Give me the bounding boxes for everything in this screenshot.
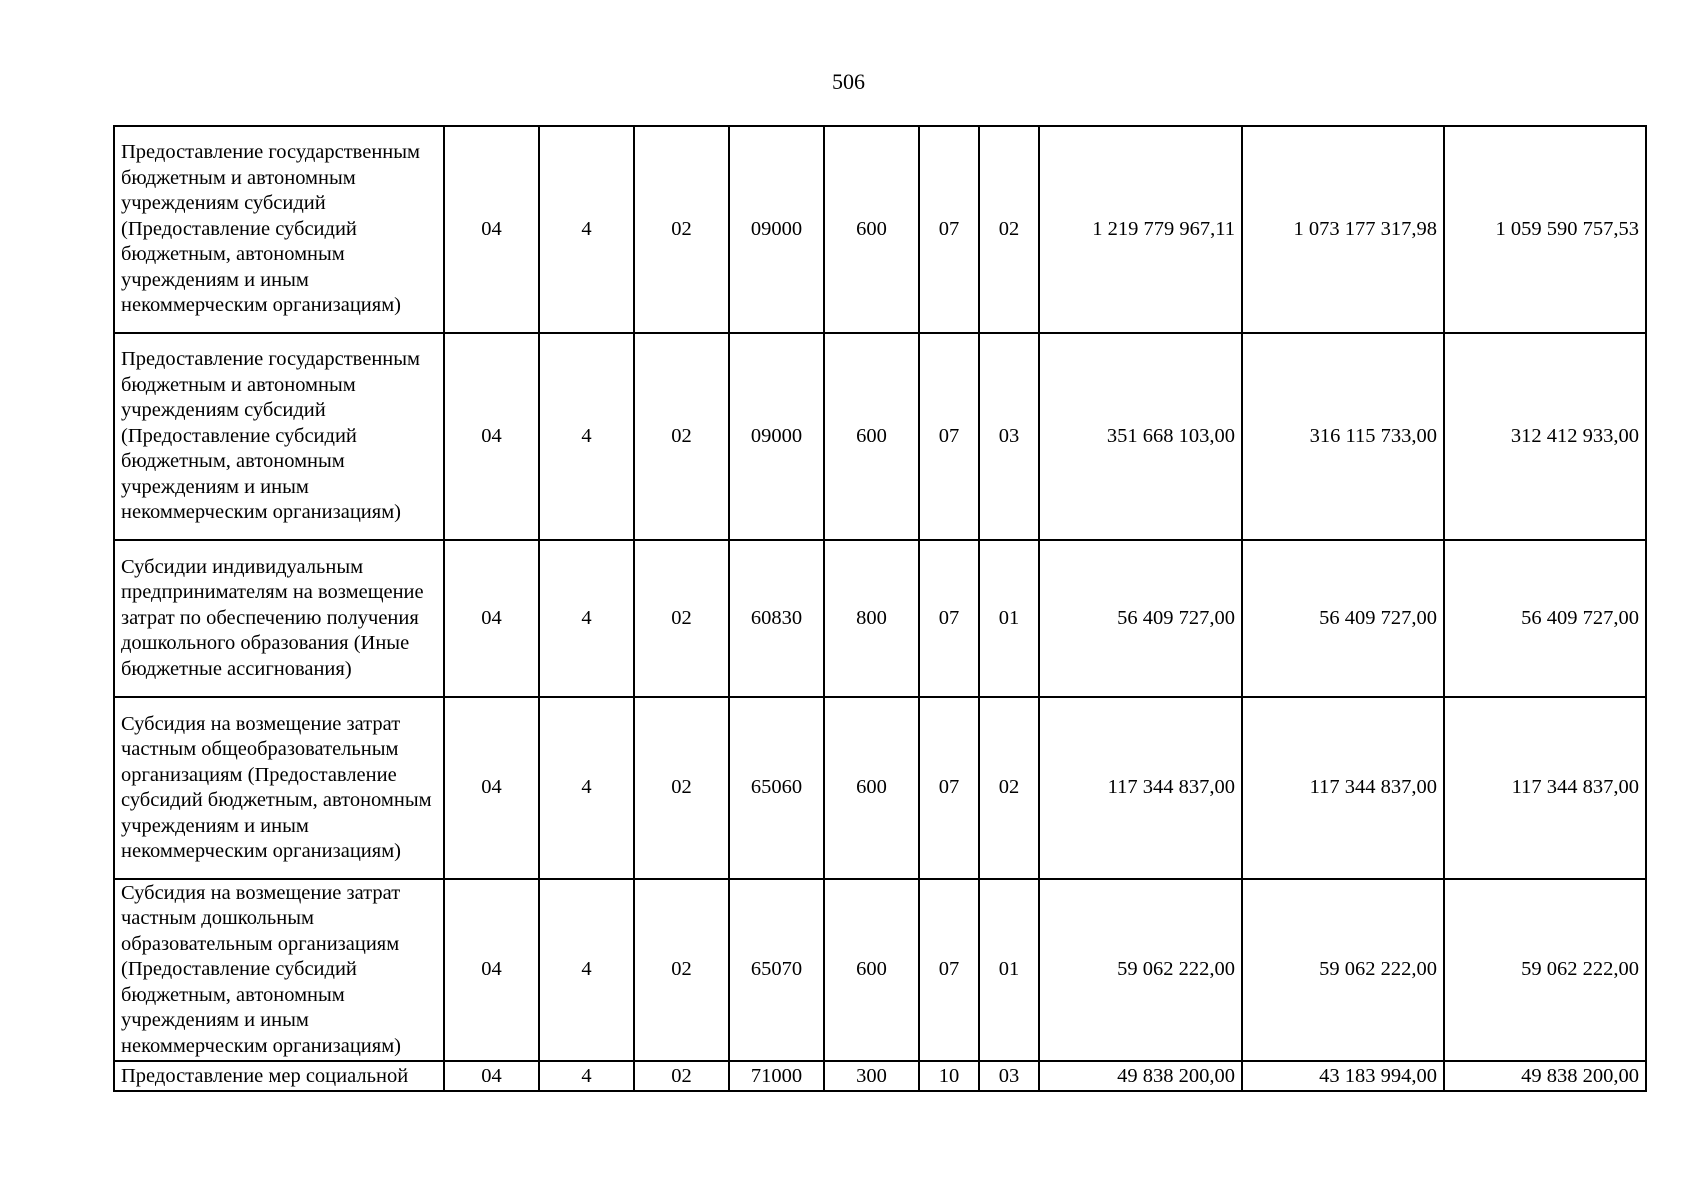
code-cell: 4: [539, 126, 634, 333]
code-cell: 71000: [729, 1061, 824, 1091]
amount-cell: 312 412 933,00: [1444, 333, 1646, 540]
code-cell: 04: [444, 697, 539, 879]
row-description: Предоставление мер социальной: [114, 1061, 444, 1091]
code-cell: 04: [444, 879, 539, 1061]
code-cell: 09000: [729, 333, 824, 540]
code-cell: 60830: [729, 540, 824, 697]
code-cell: 04: [444, 540, 539, 697]
amount-cell: 49 838 200,00: [1039, 1061, 1242, 1091]
table-row: [114, 540, 1646, 697]
amount-cell: 56 409 727,00: [1039, 540, 1242, 697]
row-description: Субсидия на возмещение затрат частным дошкольным образовательным организациям (Предоставление субсидий бюджетным, автономным учреждениям и иным некоммерческим организациям): [114, 879, 444, 1061]
code-cell: 07: [919, 333, 979, 540]
code-cell: 02: [979, 126, 1039, 333]
code-cell: 4: [539, 1061, 634, 1091]
code-cell: 4: [539, 879, 634, 1061]
code-cell: 09000: [729, 126, 824, 333]
code-cell: 02: [634, 333, 729, 540]
code-cell: 4: [539, 697, 634, 879]
code-cell: 02: [634, 126, 729, 333]
code-cell: 01: [979, 540, 1039, 697]
amount-cell: 49 838 200,00: [1444, 1061, 1646, 1091]
code-cell: 65070: [729, 879, 824, 1061]
row-description: Предоставление государственным бюджетным и автономным учреждениям субсидий (Предоставление субсидий бюджетным, автономным учреждениям и иным некоммерческим организациям): [114, 126, 444, 333]
code-cell: 600: [824, 879, 919, 1061]
code-cell: 07: [919, 540, 979, 697]
amount-cell: 56 409 727,00: [1444, 540, 1646, 697]
code-cell: 10: [919, 1061, 979, 1091]
amount-cell: 59 062 222,00: [1444, 879, 1646, 1061]
amount-cell: 43 183 994,00: [1242, 1061, 1444, 1091]
code-cell: 04: [444, 333, 539, 540]
page-number: 506: [832, 69, 865, 94]
code-cell: 800: [824, 540, 919, 697]
code-cell: 01: [979, 879, 1039, 1061]
row-description: Субсидии индивидуальным предпринимателям на возмещение затрат по обеспечению получения дошкольного образования (Иные бюджетные ассигнования): [114, 540, 444, 697]
code-cell: 02: [634, 697, 729, 879]
code-cell: 03: [979, 333, 1039, 540]
code-cell: 02: [979, 697, 1039, 879]
row-description: Субсидия на возмещение затрат частным общеобразовательным организациям (Предоставление субсидий бюджетным, автономным учреждениям и иным некоммерческим организациям): [114, 697, 444, 879]
code-cell: 600: [824, 697, 919, 879]
table-row: [114, 879, 1646, 1061]
code-cell: 300: [824, 1061, 919, 1091]
code-cell: 600: [824, 333, 919, 540]
amount-cell: 117 344 837,00: [1444, 697, 1646, 879]
table-row: [114, 333, 1646, 540]
code-cell: 02: [634, 879, 729, 1061]
amount-cell: 117 344 837,00: [1242, 697, 1444, 879]
amount-cell: 351 668 103,00: [1039, 333, 1242, 540]
code-cell: 04: [444, 126, 539, 333]
amount-cell: 1 073 177 317,98: [1242, 126, 1444, 333]
budget-table: [113, 125, 1647, 1092]
amount-cell: 1 059 590 757,53: [1444, 126, 1646, 333]
code-cell: 600: [824, 126, 919, 333]
amount-cell: 59 062 222,00: [1242, 879, 1444, 1061]
code-cell: 07: [919, 697, 979, 879]
amount-cell: 117 344 837,00: [1039, 697, 1242, 879]
code-cell: 02: [634, 1061, 729, 1091]
code-cell: 04: [444, 1061, 539, 1091]
code-cell: 07: [919, 879, 979, 1061]
code-cell: 07: [919, 126, 979, 333]
amount-cell: 59 062 222,00: [1039, 879, 1242, 1061]
amount-cell: 316 115 733,00: [1242, 333, 1444, 540]
table-row: [114, 126, 1646, 333]
code-cell: 4: [539, 333, 634, 540]
amount-cell: 56 409 727,00: [1242, 540, 1444, 697]
table-row: [114, 1061, 1646, 1091]
code-cell: 02: [634, 540, 729, 697]
code-cell: 03: [979, 1061, 1039, 1091]
code-cell: 65060: [729, 697, 824, 879]
code-cell: 4: [539, 540, 634, 697]
amount-cell: 1 219 779 967,11: [1039, 126, 1242, 333]
row-description: Предоставление государственным бюджетным и автономным учреждениям субсидий (Предоставление субсидий бюджетным, автономным учреждениям и иным некоммерческим организациям): [114, 333, 444, 540]
table-row: [114, 697, 1646, 879]
